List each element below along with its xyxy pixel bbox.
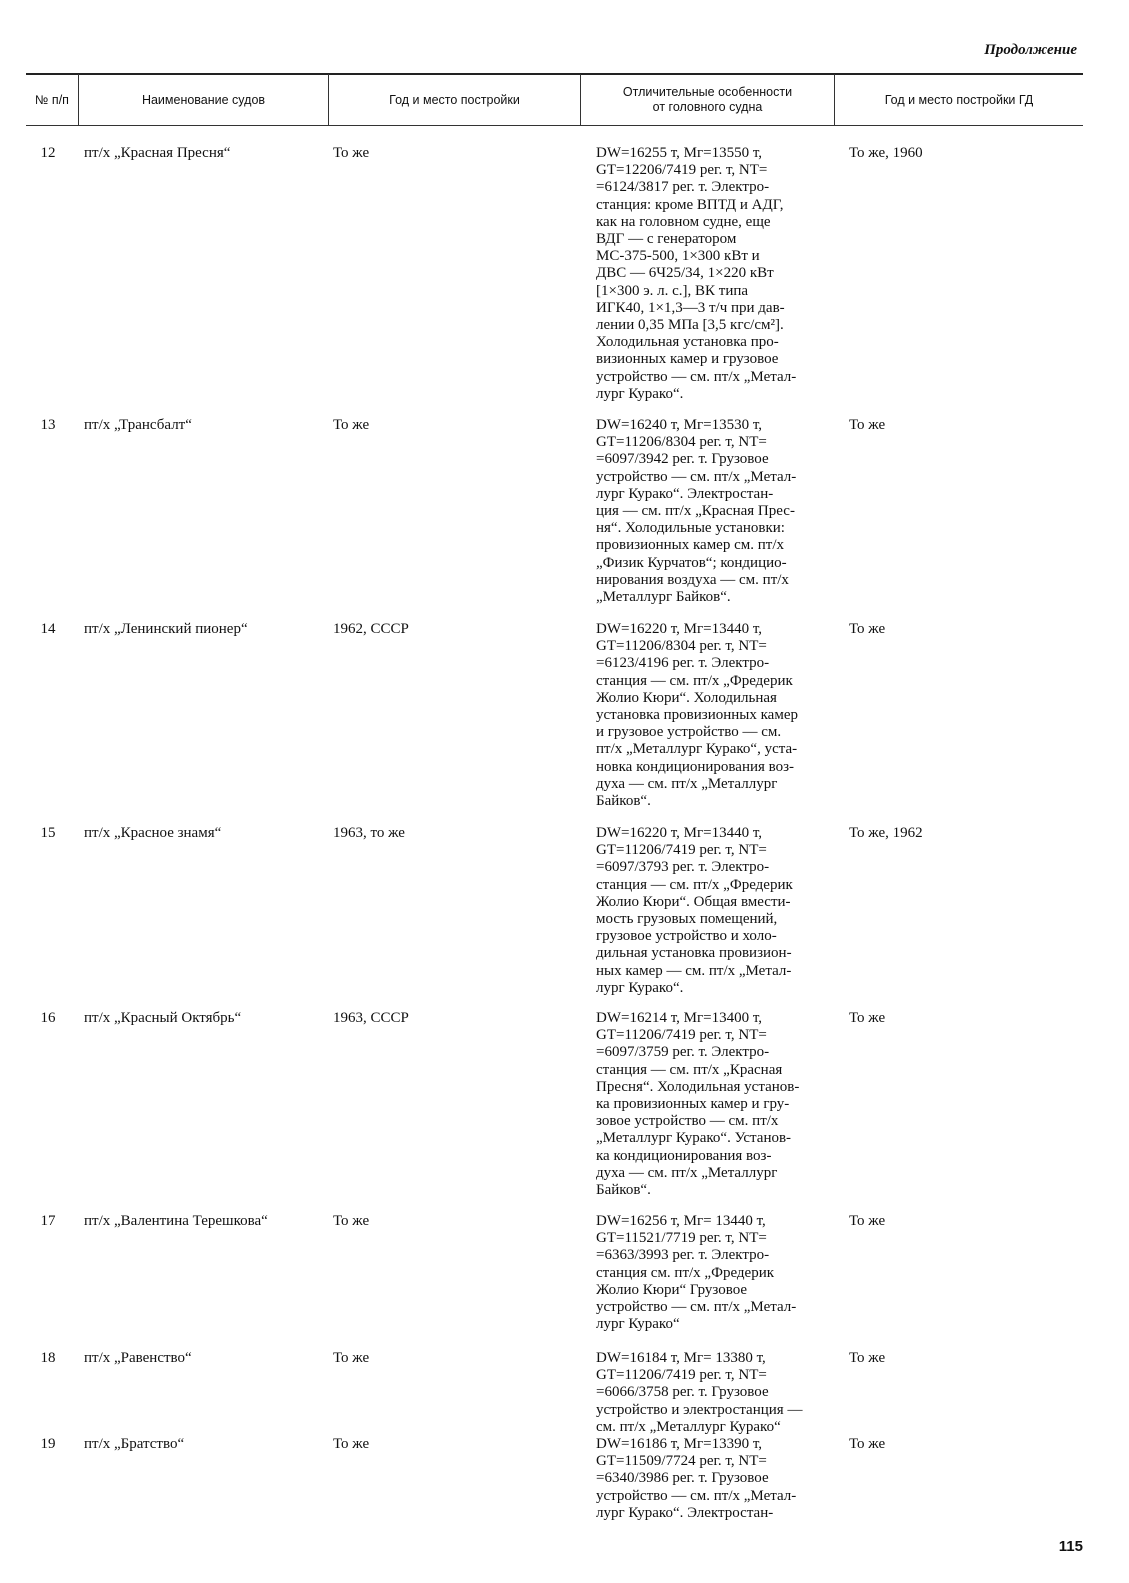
row-number: 12 bbox=[40, 145, 56, 161]
distinctive-features: DW=16186 т, Mг=13390 т, GT=11509/7724 рег. т, NT= =6340/3986 рег. т. Грузовое устройство — см. пт/х „Метал- лург Курако“. Электростан- bbox=[596, 1436, 797, 1521]
continuation-label: Продолжение bbox=[984, 42, 1077, 58]
engine-year-place: То же bbox=[849, 621, 886, 637]
row-number: 13 bbox=[40, 417, 56, 433]
distinctive-features: DW=16220 т, Mг=13440 т, GT=11206/8304 рег. т, NT= =6123/4196 рег. т. Электро- станция — см. пт/х „Фредерик Жолио Кюри“. Холодильная установка провизионных камер и грузовое устройство — см. пт/х „Металлург Курако“, уста- новка кондиционирования воз- духа — см. пт/х „Металлург Байков“. bbox=[596, 621, 798, 810]
header-engine-year: Год и место постройки ГД bbox=[884, 92, 1034, 107]
page-number: 115 bbox=[1058, 1538, 1083, 1555]
header-num: № п/п bbox=[35, 92, 69, 107]
header-differences bbox=[581, 74, 834, 126]
engine-year-place: То же bbox=[849, 1436, 886, 1452]
engine-year-place: То же bbox=[849, 1213, 886, 1229]
ship-name: пт/х „Красная Пресня“ bbox=[84, 145, 231, 161]
year-place-built: 1963, то же bbox=[333, 825, 405, 841]
ship-name: пт/х „Красное знамя“ bbox=[84, 825, 222, 841]
distinctive-features: DW=16184 т, Mг= 13380 т, GT=11206/7419 рег. т, NT= =6066/3758 рег. т. Грузовое устройство и электростанция — см. пт/х „Металлург Курако“ bbox=[596, 1350, 803, 1435]
header-differences-line2: от головного судна bbox=[652, 100, 763, 114]
ship-name: пт/х „Красный Октябрь“ bbox=[84, 1010, 242, 1026]
engine-year-place: То же bbox=[849, 1010, 886, 1026]
distinctive-features: DW=16255 т, Mг=13550 т, GT=12206/7419 рег. т, NT= =6124/3817 рег. т. Электро- станция: кроме ВПТД и АДГ, как на головном судне, еще ВДГ — с генератором МС-375-500, 1×300 кВт и ДВС — 6Ч25/34, 1×220 кВт [1×300 э. л. с.], ВК типа ИГК40, 1×1,3—3 т/ч при дав- лении 0,35 МПа [3,5 кгс/см²]. Холодильная установка про- визионных камер и грузовое устройство — см. пт/х „Метал- лург Курако“. bbox=[596, 145, 797, 402]
row-number: 14 bbox=[40, 621, 56, 637]
distinctive-features: DW=16240 т, Mг=13530 т, GT=11206/8304 рег. т, NT= =6097/3942 рег. т. Грузовое устройство — см. пт/х „Метал- лург Курако“. Электростан- ция — см. пт/х „Красная Прес- ня“. Холодильные установки: провизионных камер см. пт/х „Физик Курчатов“; кондицио- нирования воздуха — см. пт/х „Металлург Байков“. bbox=[596, 417, 797, 606]
year-place-built: 1962, СССР bbox=[333, 621, 409, 637]
row-number: 16 bbox=[40, 1010, 56, 1026]
ship-name: пт/х „Равенство“ bbox=[84, 1350, 192, 1366]
year-place-built: То же bbox=[333, 1350, 370, 1366]
engine-year-place: То же bbox=[849, 1350, 886, 1366]
engine-year-place: То же bbox=[849, 417, 886, 433]
engine-year-place: То же, 1960 bbox=[849, 145, 923, 161]
header-year-built: Год и место постройки bbox=[389, 92, 520, 107]
distinctive-features: DW=16220 т, Mг=13440 т, GT=11206/7419 рег. т, NT= =6097/3793 рег. т. Электро- станция — см. пт/х „Фредерик Жолио Кюри“. Общая вмести- мость грузовых помещений, грузовое устройство и холо- дильная установка провизион- ных камер — см. пт/х „Метал- лург Курако“. bbox=[596, 825, 793, 996]
ship-name: пт/х „Трансбалт“ bbox=[84, 417, 192, 433]
year-place-built: 1963, СССР bbox=[333, 1010, 409, 1026]
year-place-built: То же bbox=[333, 417, 370, 433]
year-place-built: То же bbox=[333, 145, 370, 161]
distinctive-features: DW=16256 т, Mг= 13440 т, GT=11521/7719 рег. т, NT= =6363/3993 рег. т. Электро- станция см. пт/х „Фредерик Жолио Кюри“ Грузовое устройство — см. пт/х „Метал- лург Курако“ bbox=[596, 1213, 797, 1333]
year-place-built: То же bbox=[333, 1213, 370, 1229]
distinctive-features: DW=16214 т, Mг=13400 т, GT=11206/7419 рег. т, NT= =6097/3759 рег. т. Электро- станция — см. пт/х „Красная Пресня“. Холодильная установ- ка провизионных камер и гру- зовое устройство — см. пт/х „Металлург Курако“. Установ- ка кондиционирования воз- духа — см. пт/х „Металлург Байков“. bbox=[596, 1010, 800, 1199]
ship-name: пт/х „Ленинский пионер“ bbox=[84, 621, 248, 637]
header-differences-line1: Отличительные особенности bbox=[622, 85, 793, 99]
header-name: Наименование судов bbox=[141, 92, 266, 107]
ship-name: пт/х „Валентина Терешкова“ bbox=[84, 1213, 268, 1229]
row-number: 18 bbox=[40, 1350, 56, 1366]
ship-name: пт/х „Братство“ bbox=[84, 1436, 185, 1452]
row-number: 17 bbox=[40, 1213, 56, 1229]
engine-year-place: То же, 1962 bbox=[849, 825, 923, 841]
row-number: 15 bbox=[40, 825, 56, 841]
row-number: 19 bbox=[40, 1436, 56, 1452]
year-place-built: То же bbox=[333, 1436, 370, 1452]
